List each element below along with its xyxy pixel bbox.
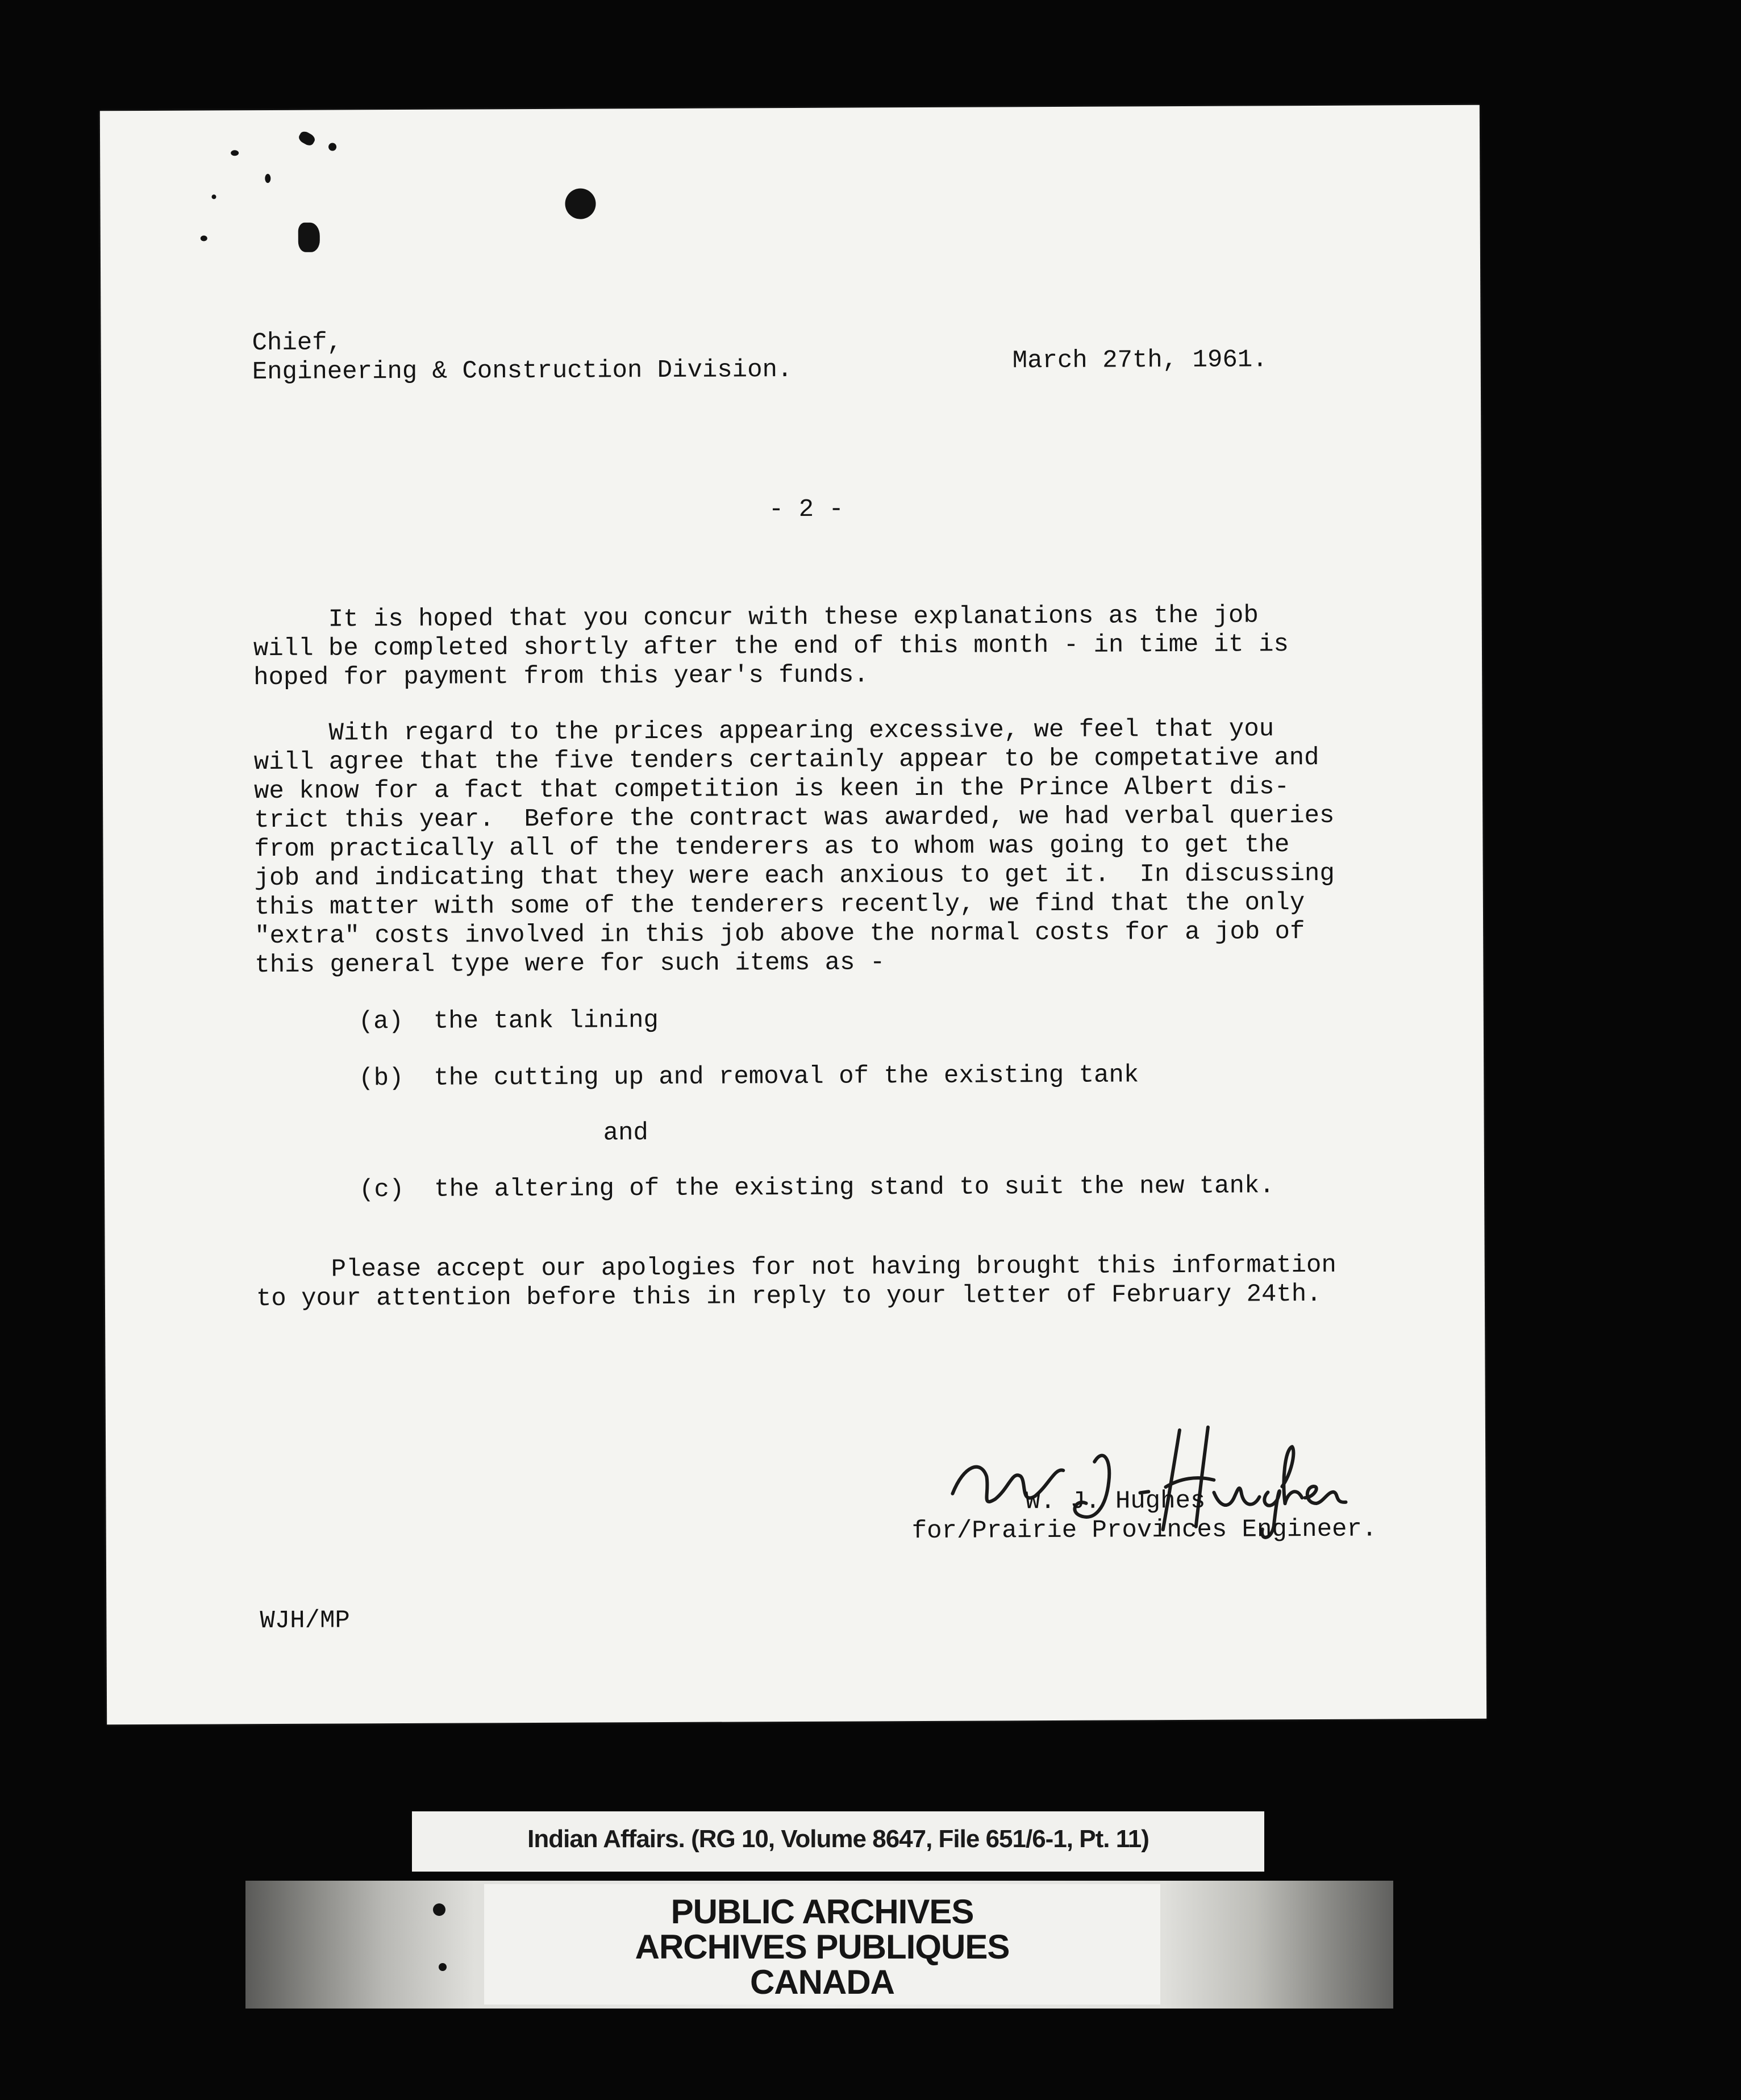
- recipient-line-2: Engineering & Construction Division.: [252, 355, 793, 387]
- list-conjunction: and: [603, 1119, 649, 1148]
- archive-stamp: [484, 1884, 1160, 2005]
- paragraph-line: trict this year. Before the contract was awarded, we had verbal queries: [254, 801, 1335, 835]
- ink-blot: [298, 223, 320, 252]
- ink-speck: [439, 1963, 447, 1971]
- ink-speck: [265, 174, 270, 183]
- letter-date: March 27th, 1961.: [1012, 345, 1268, 376]
- list-item-a: (a) the tank lining: [358, 1006, 659, 1036]
- paragraph-line: hoped for payment from this year's funds.: [253, 661, 869, 693]
- signatory-name: W. J. Hughes: [1025, 1486, 1206, 1516]
- recipient-line-1: Chief,: [252, 328, 343, 358]
- paragraph-line: It is hoped that you concur with these explanations as the job: [253, 601, 1259, 635]
- letter-page: [100, 105, 1486, 1725]
- paragraph-line: "extra" costs involved in this job above the normal costs for a job of: [255, 918, 1305, 951]
- paragraph-line: this matter with some of the tenderers recently, we find that the only: [254, 889, 1305, 922]
- stamp-line-3: CANADA: [750, 1963, 894, 2001]
- paragraph-line: will be completed shortly after the end of this month - in time it is: [253, 630, 1289, 664]
- list-item-b: (b) the cutting up and removal of the existing tank: [359, 1061, 1139, 1093]
- stamp-line-2: ARCHIVES PUBLIQUES: [635, 1928, 1010, 1966]
- stamp-line-1: PUBLIC ARCHIVES: [670, 1893, 974, 1931]
- archive-stamp-bar: [245, 1881, 1393, 2009]
- paragraph-line: we know for a fact that competition is keen in the Prince Albert dis-: [253, 773, 1290, 806]
- paragraph-line: to your attention before this in reply to your letter of February 24th.: [256, 1280, 1322, 1314]
- ink-speck: [433, 1903, 445, 1916]
- paragraph-line: this general type were for such items as -: [255, 948, 885, 980]
- ink-speck: [231, 150, 239, 156]
- paragraph-line: from practically all of the tenderers as to whom was going to get the: [254, 831, 1290, 864]
- page-number: - 2 -: [768, 495, 844, 524]
- ink-speck: [328, 143, 336, 151]
- ink-speck: [297, 130, 316, 147]
- paragraph-line: With regard to the prices appearing excessive, we feel that you: [253, 715, 1274, 748]
- paragraph-line: Please accept our apologies for not having brought this information: [256, 1251, 1336, 1285]
- archive-citation-label: [412, 1811, 1264, 1872]
- archive-citation: Indian Affairs. (RG 10, Volume 8647, File 651/6-1, Pt. 11): [527, 1825, 1149, 1853]
- reference-initials: WJH/MP: [260, 1606, 350, 1636]
- signatory-title: for/Prairie Provinces Engineer.: [911, 1515, 1377, 1546]
- ink-speck: [211, 194, 216, 199]
- punch-hole: [565, 189, 595, 219]
- paragraph-line: will agree that the five tenders certainly appear to be competative and: [253, 743, 1319, 777]
- list-item-c: (c) the altering of the existing stand to suit the new tank.: [359, 1172, 1274, 1205]
- ink-speck: [201, 235, 207, 241]
- paragraph-line: job and indicating that they were each anxious to get it. In discussing: [254, 859, 1335, 893]
